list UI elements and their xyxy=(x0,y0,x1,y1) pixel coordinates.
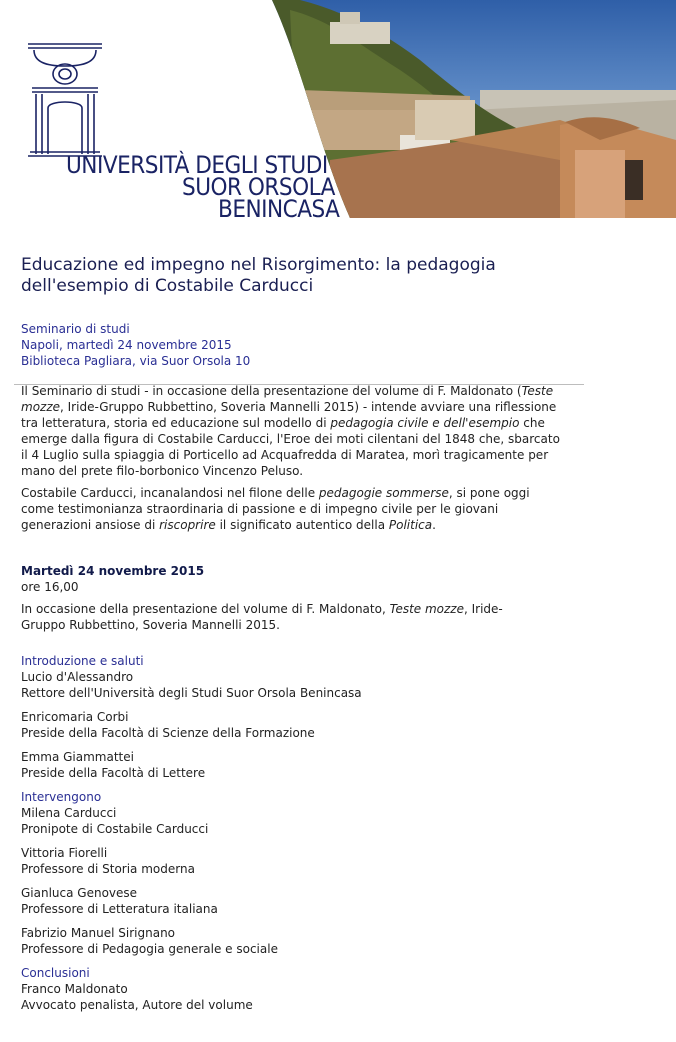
university-crest-logo xyxy=(24,36,106,158)
person-entry xyxy=(21,981,253,1013)
person-role: Avvocato penalista, Autore del volume xyxy=(21,998,253,1012)
page-title: Educazione ed impegno nel Risorgimento: la pedagogia dell'esempio di Costabile Carducci xyxy=(21,255,496,296)
person-role: Rettore dell'Università degli Studi Suor Orsola Benincasa xyxy=(21,686,362,700)
intro-paragraph: Il Seminario di studi - in occasione della presentazione del volume di F. Maldonato (Teste mozze, Iride-Gruppo Rubbettino, Soveria Mannelli 2015) - intende avviare una riflessione tra letteratura, storia ed educazione sul modello di pedagogia civile e dell'esempio che emerge dalla figura di Costabile Carducci, l'Eroe dei moti cilentani del 1848 che, sbarcato il 4 Luglio sulla spiaggia di Porticello ad Acquafredda di Maratea, morì tragicamente per mano del prete filo-borbonico Vincenzo Peluso. xyxy=(21,384,560,478)
person-entry xyxy=(21,669,362,701)
person-name: Enricomaria Corbi xyxy=(21,710,129,724)
person-role: Preside della Facoltà di Scienze della Formazione xyxy=(21,726,315,740)
person-role: Professore di Pedagogia generale e sociale xyxy=(21,942,278,956)
person-entry xyxy=(21,845,195,877)
header-banner xyxy=(0,0,676,218)
event-date-place: Napoli, martedì 24 novembre 2015 xyxy=(21,338,232,352)
person-role: Preside della Facoltà di Lettere xyxy=(21,766,206,780)
carducci-paragraph: Costabile Carducci, incanalandosi nel filone delle pedagogie sommerse, si pone oggi come testimonianza straordinaria di passione e di impegno civile per le giovani generazioni ansiose di riscoprire il significato autentico della Politica. xyxy=(21,486,530,532)
program-time: ore 16,00 xyxy=(21,580,79,594)
section-speakers: Intervengono xyxy=(21,790,102,804)
university-name-line2: SUOR ORSOLA xyxy=(182,173,335,201)
person-role: Professore di Letteratura italiana xyxy=(21,902,218,916)
person-name: Fabrizio Manuel Sirignano xyxy=(21,926,176,940)
section-intro: Introduzione e saluti xyxy=(21,654,144,668)
program-date: Martedì 24 novembre 2015 xyxy=(21,564,205,578)
event-venue: Biblioteca Pagliara, via Suor Orsola 10 xyxy=(21,354,251,368)
event-type: Seminario di studi xyxy=(21,322,130,336)
person-entry xyxy=(21,709,315,741)
university-name xyxy=(66,151,340,218)
program-note: In occasione della presentazione del volume di F. Maldonato, Teste mozze, Iride-Gruppo Rubbettino, Soveria Mannelli 2015. xyxy=(21,602,503,632)
person-role: Pronipote di Costabile Carducci xyxy=(21,822,209,836)
person-name: Gianluca Genovese xyxy=(21,886,138,900)
person-entry xyxy=(21,749,205,781)
university-name-line3: BENINCASA xyxy=(218,195,340,218)
person-name: Vittoria Fiorelli xyxy=(21,846,108,860)
university-name-line1: UNIVERSITÀ DEGLI STUDI xyxy=(66,151,328,179)
person-entry xyxy=(21,805,208,837)
person-name: Franco Maldonato xyxy=(21,982,128,996)
person-name: Emma Giammattei xyxy=(21,750,134,764)
person-role: Professore di Storia moderna xyxy=(21,862,195,876)
person-entry xyxy=(21,925,278,957)
person-entry xyxy=(21,885,218,917)
event-info xyxy=(21,321,250,369)
person-name: Milena Carducci xyxy=(21,806,117,820)
person-name: Lucio d'Alessandro xyxy=(21,670,134,684)
section-conclusions: Conclusioni xyxy=(21,966,90,980)
